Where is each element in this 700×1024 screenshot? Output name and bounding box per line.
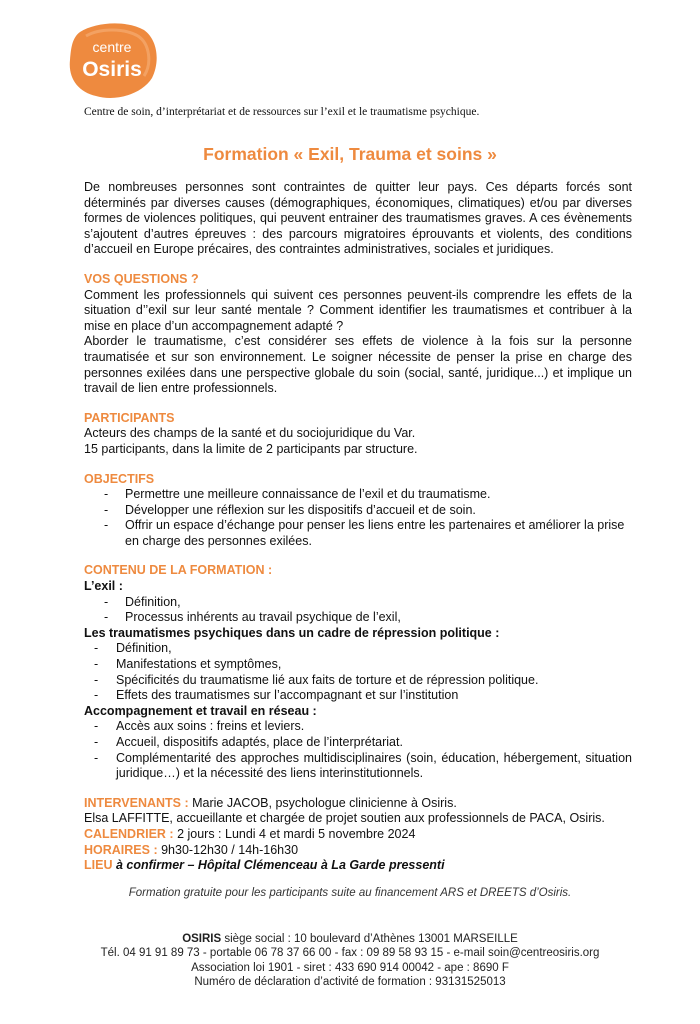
list-item: - Offrir un espace d’échange pour penser les liens entre les partenaires et améliorer la prise en charge des personnes exilées. [84, 518, 632, 549]
intervenants-line-2: Elsa LAFFITTE, accueillante et chargée de projet soutien aux professionnels de PACA, Osiris. [84, 811, 605, 826]
list-item: - Accès aux soins : freins et leviers. [84, 719, 632, 735]
list-item: - Développer une réflexion sur les dispositifs d’accueil et de soin. [84, 503, 632, 519]
tagline: Centre de soin, d’interprétariat et de ressources sur l’exil et le traumatisme psychique. [84, 106, 480, 118]
reseau-list [84, 719, 632, 781]
list-item: - Effets des traumatismes sur l’accompagnant et sur l’institution [84, 688, 632, 704]
calendrier-line [84, 827, 632, 843]
footer-legal: Association loi 1901 - siret : 433 690 914 00042 - ape : 8690 F [191, 961, 509, 974]
reseau-subheading: Accompagnement et travail en réseau : [84, 703, 317, 718]
list-item: - Accueil, dispositifs adaptés, place de l’interprétariat. [84, 735, 632, 751]
footer-declaration: Numéro de déclaration d’activité de formation : 93131525013 [194, 976, 506, 989]
trauma-list [84, 641, 632, 703]
intro-paragraph: De nombreuses personnes sont contraintes de quitter leur pays. Ces départs forcés sont déterminés par diverses causes (démographiques, économiques, climatiques) et/ou par diverses formes de violences politiques, qui peuvent entrainer des traumatismes graves. A ces évènements s’ajoutent d’autres épreuves : des parcours migratoires éprouvants et violents, des conditions d’accueil en Europe précaires, des contraintes administratives, sociales et juridiques. [84, 180, 632, 257]
footer [0, 932, 700, 990]
footer-address: siège social : 10 boulevard d’Athènes 13001 MARSEILLE [221, 933, 518, 945]
objectifs-heading: OBJECTIFS [84, 471, 155, 486]
intervenants-label: INTERVENANTS : [84, 795, 189, 810]
document-body [84, 180, 632, 874]
page-title: Formation « Exil, Trauma et soins » [203, 144, 497, 164]
list-item: - Complémentarité des approches multidisciplinaires (soin, éducation, hébergement, situation juridique…) et la nécessité des liens interinstitutionnels. [84, 751, 632, 782]
participants-heading: PARTICIPANTS [84, 410, 175, 425]
contenu-heading: CONTENU DE LA FORMATION : [84, 563, 273, 578]
logo-line1: centre [92, 39, 132, 55]
questions-heading: VOS QUESTIONS ? [84, 271, 199, 286]
list-item: - Permettre une meilleure connaissance de l’exil et du traumatisme. [84, 487, 632, 503]
horaires-label: HORAIRES : [84, 842, 158, 857]
osiris-logo [66, 22, 158, 100]
exil-subheading: L’exil : [84, 579, 123, 594]
trauma-subheading: Les traumatismes psychiques dans un cadre de répression politique : [84, 625, 500, 640]
lieu-label: LIEU [84, 858, 113, 873]
participants-line-2: 15 participants, dans la limite de 2 participants par structure. [84, 441, 418, 456]
calendrier-label: CALENDRIER : [84, 826, 174, 841]
participants-line-1: Acteurs des champs de la santé et du sociojuridique du Var. [84, 426, 416, 441]
lieu-value: à confirmer – Hôpital Clémenceau à La Garde pressenti [112, 858, 445, 873]
list-item: - Manifestations et symptômes, [84, 657, 632, 673]
footer-contact: Tél. 04 91 91 89 73 - portable 06 78 37 66 00 - fax : 09 89 58 93 15 - e-mail soin@centreosiris.org [100, 947, 600, 960]
intervenants-value: Marie JACOB, psychologue clinicienne à Osiris. [188, 795, 457, 810]
list-item: - Définition, [84, 595, 632, 611]
questions-paragraph-1: Comment les professionnels qui suivent ces personnes peuvent-ils comprendre les effets de la situation d’’exil sur leur santé mentale ? Comment identifier les traumatismes et contribuer à la mise en place d’un accompagnement adapté ? [84, 287, 632, 333]
logo-line2: Osiris [82, 58, 142, 81]
lieu-line [84, 858, 632, 874]
objectifs-list [84, 487, 632, 549]
list-item: - Définition, [84, 641, 632, 657]
footer-org: OSIRIS [182, 933, 222, 945]
calendrier-value: 2 jours : Lundi 4 et mardi 5 novembre 2024 [173, 826, 416, 841]
funding-note: Formation gratuite pour les participants suite au financement ARS et DREETS d’Osiris. [128, 887, 572, 899]
horaires-value: 9h30-12h30 / 14h-16h30 [157, 842, 299, 857]
footer-address-line [0, 932, 700, 946]
exil-list [84, 595, 632, 626]
horaires-line [84, 843, 632, 859]
list-item: - Spécificités du traumatisme lié aux faits de torture et de répression politique. [84, 673, 632, 689]
questions-paragraph-2: Aborder le traumatisme, c’est considérer ses effets de violence à la fois sur la personne traumatisée et sur son environnement. Le soigner nécessite de penser la prise en charge des personnes exilées dans une perspective globale du soin (social, santé, juridique...) et implique un travail de lien entre professionnels. [84, 334, 632, 396]
list-item: - Processus inhérents au travail psychique de l’exil, [84, 610, 632, 626]
intervenants-line [84, 796, 632, 812]
logo-blob-icon [66, 22, 158, 100]
